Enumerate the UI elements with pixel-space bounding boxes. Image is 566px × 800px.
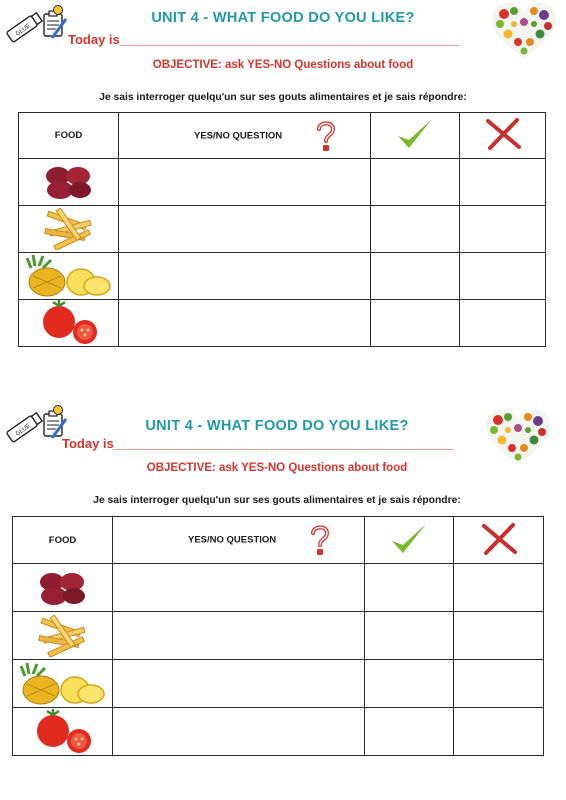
question-cell[interactable] <box>119 159 371 206</box>
today-field <box>68 32 460 47</box>
question-mark-icon <box>314 119 338 153</box>
food-cell <box>13 612 113 660</box>
check-icon <box>389 521 429 557</box>
check-icon <box>395 116 435 152</box>
tomato-icon <box>27 709 99 755</box>
yes-cell[interactable] <box>371 159 460 206</box>
fries-icon <box>39 208 99 250</box>
question-cell[interactable] <box>113 660 365 708</box>
question-cell[interactable] <box>113 564 365 612</box>
no-column-header <box>454 517 544 564</box>
question-cell[interactable] <box>119 300 371 347</box>
pineapple-icon <box>25 254 113 298</box>
question-column-header <box>119 113 371 159</box>
question-cell[interactable] <box>113 708 365 756</box>
table-row <box>19 300 546 347</box>
worksheet-title: UNIT 4 - WHAT FOOD DO YOU LIKE? <box>145 418 409 434</box>
yes-cell[interactable] <box>371 206 460 253</box>
food-cell <box>19 206 119 253</box>
yes-column-header <box>365 517 454 564</box>
yes-cell[interactable] <box>371 300 460 347</box>
table-row <box>19 159 546 206</box>
no-cell[interactable] <box>454 708 544 756</box>
food-cell <box>13 564 113 612</box>
food-cell <box>13 660 113 708</box>
worksheet-top <box>0 0 566 360</box>
today-label: Today is <box>68 32 120 47</box>
cross-icon <box>484 117 522 151</box>
today-label: Today is <box>62 436 114 451</box>
no-cell[interactable] <box>454 660 544 708</box>
instruction-text: Je sais interroger quelqu'un sur ses gouts alimentaires et je sais répondre: <box>93 495 461 506</box>
today-line[interactable]: _______________________________________________ <box>119 32 460 47</box>
no-cell[interactable] <box>460 300 546 347</box>
yes-cell[interactable] <box>365 708 454 756</box>
today-line[interactable]: _______________________________________________ <box>113 436 454 451</box>
question-header-label: YES/NO QUESTION <box>188 534 277 546</box>
food-cell <box>19 159 119 206</box>
pineapple-icon <box>19 662 107 706</box>
table-row <box>19 206 546 253</box>
fries-icon <box>33 615 93 657</box>
food-cell <box>19 300 119 347</box>
table-row <box>13 708 544 756</box>
no-cell[interactable] <box>454 612 544 660</box>
table-row <box>13 660 544 708</box>
no-cell[interactable] <box>460 206 546 253</box>
question-cell[interactable] <box>113 612 365 660</box>
objective-text: OBJECTIVE: ask YES-NO Questions about food <box>146 462 408 474</box>
food-question-table <box>18 112 546 347</box>
vegetable-heart-icon <box>490 2 558 60</box>
no-cell[interactable] <box>460 253 546 300</box>
worksheet-bottom <box>0 400 566 760</box>
question-cell[interactable] <box>119 253 371 300</box>
tomato-icon <box>33 300 105 346</box>
table-row <box>13 612 544 660</box>
no-cell[interactable] <box>460 159 546 206</box>
svg-text:GLUE: GLUE <box>14 423 32 438</box>
kidney-beans-icon <box>32 568 94 608</box>
worksheet-title: UNIT 4 - WHAT FOOD DO YOU LIKE? <box>151 10 415 26</box>
objective-text: OBJECTIVE: ask YES-NO Questions about food <box>152 59 414 71</box>
yes-cell[interactable] <box>365 564 454 612</box>
no-cell[interactable] <box>454 564 544 612</box>
food-cell <box>13 708 113 756</box>
instruction-text: Je sais interroger quelqu'un sur ses gouts alimentaires et je sais répondre: <box>99 92 467 103</box>
vegetable-heart-icon <box>484 408 552 466</box>
food-column-header: FOOD <box>19 113 119 159</box>
food-cell <box>19 253 119 300</box>
yes-column-header <box>371 113 460 159</box>
question-header-label: YES/NO QUESTION <box>194 130 283 141</box>
no-column-header <box>460 113 546 159</box>
question-column-header <box>113 517 365 564</box>
table-row <box>13 564 544 612</box>
svg-text:GLUE: GLUE <box>14 23 32 38</box>
cross-icon <box>480 522 518 556</box>
yes-cell[interactable] <box>365 660 454 708</box>
food-question-table <box>12 516 544 756</box>
question-cell[interactable] <box>119 206 371 253</box>
today-field <box>62 436 454 451</box>
question-mark-icon <box>308 523 332 557</box>
food-column-header: FOOD <box>13 517 113 564</box>
yes-cell[interactable] <box>371 253 460 300</box>
yes-cell[interactable] <box>365 612 454 660</box>
table-row <box>19 253 546 300</box>
kidney-beans-icon <box>38 162 100 202</box>
